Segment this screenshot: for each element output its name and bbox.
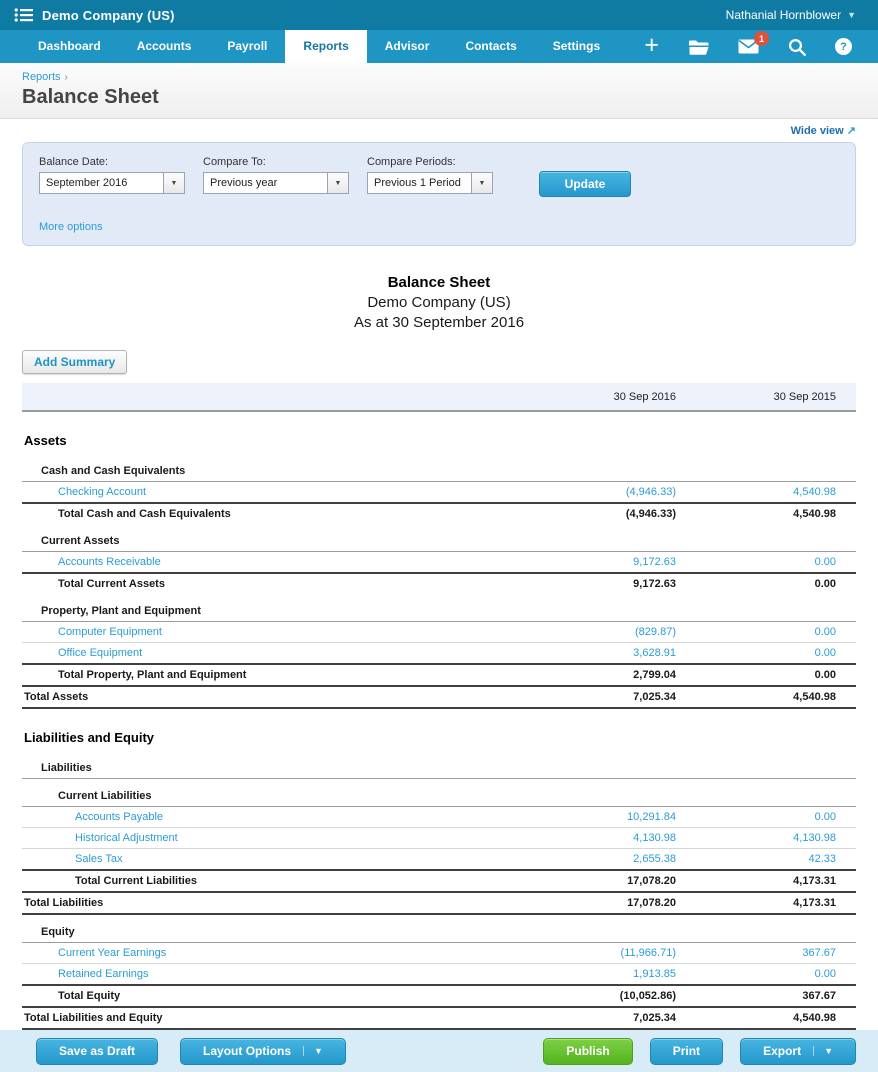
compare-periods-select[interactable] — [367, 172, 493, 194]
update-button[interactable]: Update — [539, 171, 631, 197]
balance-date-value: September 2016 — [46, 177, 128, 189]
top-bar — [0, 0, 878, 30]
main-nav — [0, 30, 878, 63]
row-label — [22, 828, 536, 849]
chevron-down-icon: ▼ — [303, 1046, 323, 1056]
table-row-subheading — [22, 454, 856, 482]
account-link[interactable]: Accounts Payable — [75, 811, 164, 823]
external-link-icon: ↗ — [846, 125, 856, 137]
table-row-account — [22, 943, 856, 964]
cell-value: 367.67 — [696, 985, 856, 1007]
table-row-account — [22, 964, 856, 986]
filter-compare-periods — [367, 156, 493, 194]
cell-value[interactable]: 0.00 — [696, 807, 856, 828]
column-header-row — [22, 383, 856, 411]
row-label: Equity — [22, 914, 856, 943]
report-company: Demo Company (US) — [367, 294, 511, 311]
balance-date-label: Balance Date: — [39, 156, 109, 168]
wide-view-label: Wide view — [790, 125, 844, 137]
cell-value: 17,078.20 — [536, 892, 696, 914]
company-name[interactable]: Demo Company (US) — [42, 7, 175, 23]
row-label — [22, 643, 536, 665]
add-summary-button[interactable]: Add Summary — [22, 350, 127, 374]
compare-periods-value: Previous 1 Period — [374, 177, 461, 189]
tab-dashboard[interactable]: Dashboard — [38, 39, 101, 53]
account-link[interactable]: Accounts Receivable — [58, 556, 161, 568]
table-row-account — [22, 643, 856, 665]
column-header-empty — [22, 383, 536, 411]
cell-value[interactable]: 0.00 — [696, 552, 856, 574]
tab-contacts[interactable]: Contacts — [465, 39, 517, 53]
row-label — [22, 964, 536, 986]
publish-button[interactable] — [543, 1038, 632, 1065]
row-label — [22, 552, 536, 574]
tab-reports[interactable]: Reports — [285, 30, 366, 63]
cell-value[interactable]: (829.87) — [536, 622, 696, 643]
table-row-subheading — [22, 751, 856, 779]
cell-value[interactable]: 10,291.84 — [536, 807, 696, 828]
cell-value[interactable]: 9,172.63 — [536, 552, 696, 574]
table-row-account — [22, 622, 856, 643]
breadcrumb — [22, 71, 856, 83]
layout-options-button[interactable] — [180, 1038, 346, 1065]
account-link[interactable]: Current Year Earnings — [58, 947, 167, 959]
cell-value: 7,025.34 — [536, 686, 696, 708]
cell-value[interactable]: 42.33 — [696, 849, 856, 871]
breadcrumb-separator: › — [64, 72, 68, 83]
table-row-total — [22, 664, 856, 686]
column-header-2015: 30 Sep 2015 — [696, 383, 856, 411]
row-label: Current Liabilities — [22, 779, 856, 807]
account-link[interactable]: Sales Tax — [75, 853, 123, 865]
footer-toolbar — [0, 1030, 878, 1072]
table-row-subheading — [22, 594, 856, 622]
table-row-account — [22, 828, 856, 849]
table-row-grandtotal — [22, 686, 856, 708]
cell-value[interactable]: 3,628.91 — [536, 643, 696, 665]
compare-to-select[interactable] — [203, 172, 349, 194]
account-link[interactable]: Checking Account — [58, 486, 147, 498]
page-title: Balance Sheet — [22, 86, 159, 108]
cell-value: 0.00 — [696, 573, 856, 594]
row-label: Total Equity — [22, 985, 536, 1007]
cell-value: 7,025.34 — [536, 1007, 696, 1029]
print-button[interactable] — [650, 1038, 723, 1065]
add-icon[interactable]: + — [644, 31, 659, 59]
compare-periods-label: Compare Periods: — [367, 156, 456, 168]
table-row-total — [22, 573, 856, 594]
cell-value[interactable]: 4,540.98 — [696, 482, 856, 504]
cell-value[interactable]: 0.00 — [696, 622, 856, 643]
row-label: Total Current Liabilities — [22, 870, 536, 892]
cell-value: 4,173.31 — [696, 892, 856, 914]
row-label: Liabilities — [22, 751, 856, 779]
cell-value[interactable]: 0.00 — [696, 643, 856, 665]
tab-payroll[interactable]: Payroll — [227, 39, 268, 53]
button-label: Publish — [566, 1044, 610, 1058]
chevron-down-icon[interactable]: ▼ — [163, 173, 184, 193]
report-filter-panel — [22, 142, 856, 246]
tab-accounts[interactable]: Accounts — [136, 39, 192, 53]
account-link[interactable]: Retained Earnings — [58, 968, 149, 980]
button-label: Layout Options — [203, 1044, 292, 1058]
cell-value[interactable]: 4,130.98 — [696, 828, 856, 849]
button-label: Export — [763, 1044, 802, 1058]
cell-value[interactable]: 2,655.38 — [536, 849, 696, 871]
balance-date-select[interactable] — [39, 172, 185, 194]
compare-to-label: Compare To: — [203, 156, 266, 168]
table-row-account — [22, 482, 856, 504]
row-label: Total Cash and Cash Equivalents — [22, 503, 536, 524]
tab-advisor[interactable]: Advisor — [384, 39, 430, 53]
more-options-link[interactable]: More options — [39, 221, 103, 233]
row-label: Total Liabilities and Equity — [22, 1007, 536, 1029]
nav-icons — [644, 30, 878, 63]
report-title: Balance Sheet — [387, 274, 491, 291]
table-row-subheading — [22, 779, 856, 807]
row-label — [22, 943, 536, 964]
filter-compare-to — [203, 156, 349, 194]
breadcrumb-reports-link[interactable]: Reports — [22, 71, 61, 83]
table-row-total — [22, 985, 856, 1007]
balance-sheet-table — [22, 383, 856, 1030]
table-row-subheading — [22, 914, 856, 943]
filter-balance-date — [39, 156, 185, 194]
cell-value: (4,946.33) — [536, 503, 696, 524]
row-label: Total Property, Plant and Equipment — [22, 664, 536, 686]
chevron-down-icon: ▼ — [847, 10, 856, 20]
table-row-section — [22, 411, 856, 454]
row-label: Total Assets — [22, 686, 536, 708]
cell-value[interactable]: 367.67 — [696, 943, 856, 964]
cell-value: 0.00 — [696, 664, 856, 686]
button-label: Save as Draft — [59, 1044, 136, 1058]
row-label — [22, 622, 536, 643]
cell-value: 4,540.98 — [696, 1007, 856, 1029]
cell-value[interactable]: 1,913.85 — [536, 964, 696, 986]
help-icon[interactable]: ? — [835, 38, 852, 55]
cell-value[interactable]: 0.00 — [696, 964, 856, 986]
tab-settings[interactable]: Settings — [552, 39, 601, 53]
column-header-2016: 30 Sep 2016 — [536, 383, 696, 411]
cell-value: 2,799.04 — [536, 664, 696, 686]
table-row-total — [22, 503, 856, 524]
folder-icon[interactable] — [688, 38, 709, 55]
user-name: Nathanial Hornblower — [725, 8, 842, 22]
page-header — [0, 63, 878, 119]
footer-left — [36, 1038, 346, 1065]
table-row-account — [22, 807, 856, 828]
cell-value: 4,540.98 — [696, 503, 856, 524]
table-row-total — [22, 870, 856, 892]
row-label — [22, 482, 536, 504]
cell-value[interactable]: (11,966.71) — [536, 943, 696, 964]
chevron-down-icon[interactable]: ▼ — [471, 173, 492, 193]
row-label: Assets — [24, 433, 67, 448]
row-label: Total Liabilities — [22, 892, 536, 914]
cell-value: 4,173.31 — [696, 870, 856, 892]
report-heading — [0, 273, 878, 333]
save-as-draft-button[interactable] — [36, 1038, 158, 1065]
button-label: Print — [672, 1044, 701, 1058]
row-label — [22, 849, 536, 871]
table-row-grandtotal — [22, 892, 856, 914]
cell-value: 17,078.20 — [536, 870, 696, 892]
table-row-section — [22, 708, 856, 751]
row-label — [22, 807, 536, 828]
row-label: Property, Plant and Equipment — [22, 594, 856, 622]
row-label: Current Assets — [22, 524, 856, 552]
report-table-body — [22, 411, 856, 1029]
account-link[interactable]: Office Equipment — [58, 647, 143, 659]
footer-right — [543, 1038, 856, 1065]
cell-value[interactable]: (4,946.33) — [536, 482, 696, 504]
notification-badge: 1 — [754, 31, 769, 46]
row-label: Liabilities and Equity — [24, 730, 155, 745]
user-menu[interactable] — [726, 8, 856, 22]
nav-tabs — [20, 30, 618, 63]
export-button[interactable] — [740, 1038, 856, 1065]
table-row-subheading — [22, 524, 856, 552]
report-date-line: As at 30 September 2016 — [353, 314, 525, 331]
cell-value: (10,052.86) — [536, 985, 696, 1007]
account-link[interactable]: Computer Equipment — [58, 626, 162, 638]
mail-icon[interactable] — [738, 33, 764, 54]
chevron-down-icon: ▼ — [813, 1046, 833, 1056]
chevron-down-icon[interactable]: ▼ — [327, 173, 348, 193]
table-row-account — [22, 552, 856, 574]
org-menu-icon[interactable] — [14, 7, 34, 23]
compare-to-value: Previous year — [210, 177, 278, 189]
cell-value: 9,172.63 — [536, 573, 696, 594]
wide-view-row — [0, 119, 878, 140]
table-row-account — [22, 849, 856, 871]
cell-value: 4,540.98 — [696, 686, 856, 708]
wide-view-link[interactable] — [791, 125, 856, 137]
row-label: Total Current Assets — [22, 573, 536, 594]
account-link[interactable]: Historical Adjustment — [75, 832, 178, 844]
cell-value[interactable]: 4,130.98 — [536, 828, 696, 849]
table-row-grandtotal — [22, 1007, 856, 1029]
search-icon[interactable] — [788, 38, 806, 56]
row-label: Cash and Cash Equivalents — [22, 454, 856, 482]
